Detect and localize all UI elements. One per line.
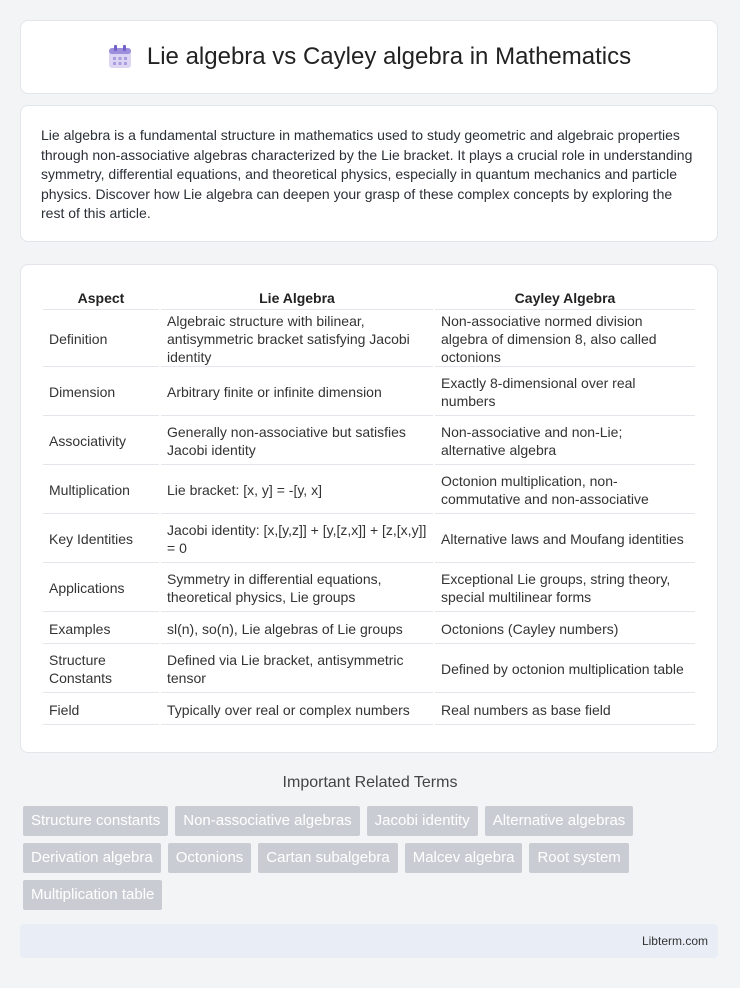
cayley-algebra-cell: Exceptional Lie groups, string theory, special multilinear forms (435, 565, 695, 612)
related-terms-list (23, 806, 703, 917)
aspect-cell: Dimension (43, 369, 159, 416)
related-term-tag[interactable]: Alternative algebras (485, 806, 634, 836)
table-row (43, 565, 695, 612)
aspect-cell: Multiplication (43, 467, 159, 514)
comparison-table (41, 285, 697, 727)
cayley-algebra-cell: Non-associative normed division algebra of dimension 8, also called octonions (435, 312, 695, 367)
related-term-tag[interactable]: Malcev algebra (405, 843, 523, 873)
column-header: Cayley Algebra (435, 287, 695, 310)
aspect-cell: Field (43, 695, 159, 725)
cayley-algebra-cell: Non-associative and non-Lie; alternative algebra (435, 418, 695, 465)
footer (20, 924, 718, 958)
page-title: Lie algebra vs Cayley algebra in Mathematics (146, 43, 632, 70)
lie-algebra-cell: Jacobi identity: [x,[y,z]] + [y,[z,x]] + [z,[x,y]] = 0 (161, 516, 433, 563)
cayley-algebra-cell: Octonion multiplication, non-commutative and non-associative (435, 467, 695, 514)
lie-algebra-cell: Algebraic structure with bilinear, antisymmetric bracket satisfying Jacobi identity (161, 312, 433, 367)
column-header: Aspect (43, 287, 159, 310)
related-term-tag[interactable]: Structure constants (23, 806, 168, 836)
related-term-tag[interactable]: Jacobi identity (367, 806, 478, 836)
table-row (43, 695, 695, 725)
cayley-algebra-cell: Defined by octonion multiplication table (435, 646, 695, 693)
footer-site-name: Libterm.com (641, 934, 708, 948)
lie-algebra-cell: Symmetry in differential equations, theoretical physics, Lie groups (161, 565, 433, 612)
column-header: Lie Algebra (161, 287, 433, 310)
lie-algebra-cell: Arbitrary finite or infinite dimension (161, 369, 433, 416)
lie-algebra-cell: Lie bracket: [x, y] = -[y, x] (161, 467, 433, 514)
table-row (43, 646, 695, 693)
lie-algebra-cell: Defined via Lie bracket, antisymmetric tensor (161, 646, 433, 693)
cayley-algebra-cell: Octonions (Cayley numbers) (435, 614, 695, 644)
lie-algebra-cell: sl(n), so(n), Lie algebras of Lie groups (161, 614, 433, 644)
aspect-cell: Associativity (43, 418, 159, 465)
title-card (20, 20, 718, 94)
table-row (43, 369, 695, 416)
lie-algebra-cell: Generally non-associative but satisfies Jacobi identity (161, 418, 433, 465)
cayley-algebra-cell: Real numbers as base field (435, 695, 695, 725)
cayley-algebra-cell: Alternative laws and Moufang identities (435, 516, 695, 563)
related-term-tag[interactable]: Octonions (168, 843, 252, 873)
table-row (43, 467, 695, 514)
related-term-tag[interactable]: Non-associative algebras (175, 806, 359, 836)
aspect-cell: Examples (43, 614, 159, 644)
aspect-cell: Applications (43, 565, 159, 612)
intro-card (20, 105, 718, 242)
related-term-tag[interactable]: Derivation algebra (23, 843, 161, 873)
related-term-tag[interactable]: Cartan subalgebra (258, 843, 397, 873)
table-row (43, 312, 695, 367)
table-row (43, 418, 695, 465)
aspect-cell: Definition (43, 312, 159, 367)
aspect-cell: Structure Constants (43, 646, 159, 693)
related-terms-title: Important Related Terms (282, 774, 458, 791)
calendar-icon (107, 44, 133, 70)
table-header-row (43, 287, 695, 310)
cayley-algebra-cell: Exactly 8-dimensional over real numbers (435, 369, 695, 416)
table-row (43, 614, 695, 644)
related-term-tag[interactable]: Root system (529, 843, 628, 873)
aspect-cell: Key Identities (43, 516, 159, 563)
intro-text: Lie algebra is a fundamental structure in mathematics used to study geometric and algebraic properties through non-associative algebras characterized by the Lie bracket. It plays a crucial role in understanding symmetry, differential equations, and theoretical physics, especially in quantum mechanics and particle physics. Discover how Lie algebra can deepen your grasp of these complex concepts by exploring the rest of this article. (41, 127, 693, 222)
comparison-card (20, 264, 718, 753)
lie-algebra-cell: Typically over real or complex numbers (161, 695, 433, 725)
table-row (43, 516, 695, 563)
related-term-tag[interactable]: Multiplication table (23, 880, 162, 910)
